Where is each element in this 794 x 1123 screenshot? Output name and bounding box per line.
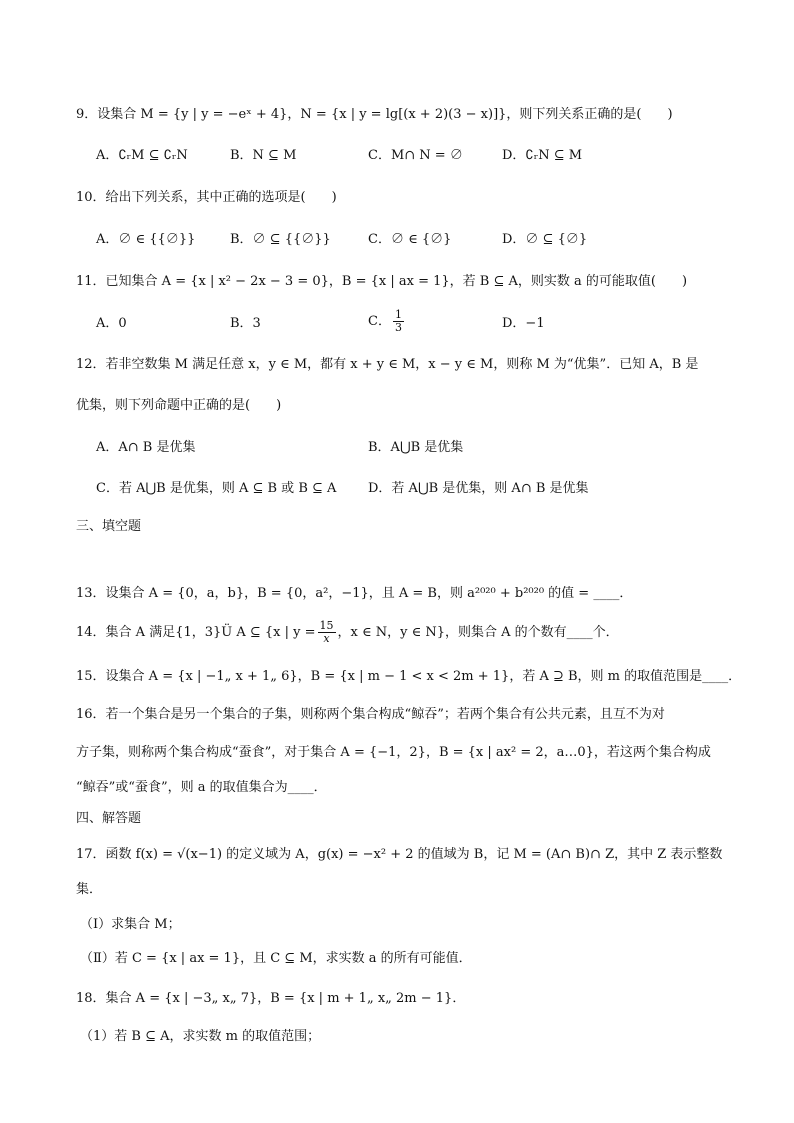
question-11-option-b: B．3	[230, 316, 261, 331]
question-11-option-a: A．0	[96, 316, 127, 331]
question-9-option-a: A．∁ᵣM ⊆ ∁ᵣN	[96, 148, 188, 163]
question-17-part2: （Ⅱ）若 C = {x | ax = 1}，且 C ⊆ M，求实数 a 的所有可能值．	[80, 951, 472, 966]
fraction-15-over-x	[318, 620, 336, 645]
fraction-denominator: x	[323, 632, 330, 645]
question-18-stem: 18．集合 A = {x | −3„ x„ 7}，B = {x | m + 1„ x„ 2m − 1}．	[76, 991, 466, 1006]
question-11-option-d: D．−1	[502, 316, 545, 331]
question-16-line1: 16．若一个集合是另一个集合的子集，则称两个集合构成“鲸吞”；若两个集合有公共元素，且互不为对	[76, 707, 665, 722]
question-15-stem: 15．设集合 A = {x | −1„ x + 1„ 6}，B = {x | m − 1 < x < 2m + 1}，若 A ⊇ B，则 m 的取值范围是____．	[76, 669, 742, 684]
question-9-option-d: D．∁ᵣN ⊆ M	[502, 148, 583, 163]
question-12-stem-line1: 12．若非空数集 M 满足任意 x，y ∈ M，都有 x + y ∈ M，x − y ∈ M，则称 M 为“优集”．已知 A，B 是	[76, 357, 699, 372]
question-10-stem: 10．给出下列关系，其中正确的选项是( )	[76, 190, 337, 205]
question-17-part1: （Ⅰ）求集合 M；	[80, 917, 181, 932]
fraction-one-third	[393, 309, 404, 334]
question-17-line2: 集．	[76, 882, 103, 897]
question-10-option-a: A．∅ ∈ {{∅}}	[96, 232, 196, 247]
question-18-part1: （1）若 B ⊆ A，求实数 m 的取值范围；	[80, 1029, 321, 1044]
question-9-option-b: B．N ⊆ M	[230, 148, 297, 163]
question-13-stem: 13．设集合 A = {0，a，b}，B = {0，a²，−1}，且 A = B，则 a²⁰²⁰ + b²⁰²⁰ 的值 = ____．	[76, 586, 633, 601]
fraction-numerator: 1	[394, 308, 402, 321]
question-11-option-c-label: C．	[368, 314, 391, 329]
question-11-option-c	[368, 309, 406, 334]
question-14-pre: 14．集合 A 满足{1，3}Ü A ⊆ {x | y =	[76, 625, 316, 640]
question-17-line1: 17．函数 f(x) = √(x−1) 的定义域为 A，g(x) = −x² + 2 的值域为 B，记 M = (A∩ B)∩ Z，其中 Z 表示整数	[76, 847, 723, 862]
question-10-option-b: B．∅ ⊆ {{∅}}	[230, 232, 331, 247]
section-heading-solution: 四、解答题	[76, 811, 142, 826]
question-12-option-b: B．A⋃B 是优集	[368, 440, 464, 455]
question-9-option-c: C．M∩ N = ∅	[368, 148, 463, 163]
section-heading-fill-in: 三、填空题	[76, 519, 142, 534]
question-12-option-d: D．若 A⋃B 是优集，则 A∩ B 是优集	[368, 481, 589, 496]
question-16-line3: “鲸吞”或“蚕食”，则 a 的取值集合为____．	[76, 780, 327, 795]
fraction-denominator: 3	[394, 321, 402, 334]
question-10-option-c: C．∅ ∈ {∅}	[368, 232, 452, 247]
question-11-stem: 11．已知集合 A = {x | x² − 2x − 3 = 0}，B = {x | ax = 1}，若 B ⊆ A，则实数 a 的可能取值( )	[76, 274, 688, 289]
question-12-option-a: A．A∩ B 是优集	[96, 440, 196, 455]
question-14-stem	[76, 620, 734, 645]
question-12-stem-line2: 优集，则下列命题中正确的是( )	[76, 398, 282, 413]
question-12-option-c: C．若 A⋃B 是优集，则 A ⊆ B 或 B ⊆ A	[96, 481, 337, 496]
question-14-post: ，x ∈ N，y ∈ N}，则集合 A 的个数有____个．	[337, 625, 619, 640]
question-16-line2: 方子集，则称两个集合构成“蚕食”，对于集合 A = {−1，2}，B = {x | ax² = 2，a…0}，若这两个集合构成	[76, 745, 711, 760]
fraction-numerator: 15	[319, 619, 334, 632]
question-10-option-d: D．∅ ⊆ {∅}	[502, 232, 588, 247]
question-9-stem: 9．设集合 M = {y | y = −eˣ + 4}，N = {x | y = lg[(x + 2)(3 − x)]}，则下列关系正确的是( )	[76, 107, 673, 122]
